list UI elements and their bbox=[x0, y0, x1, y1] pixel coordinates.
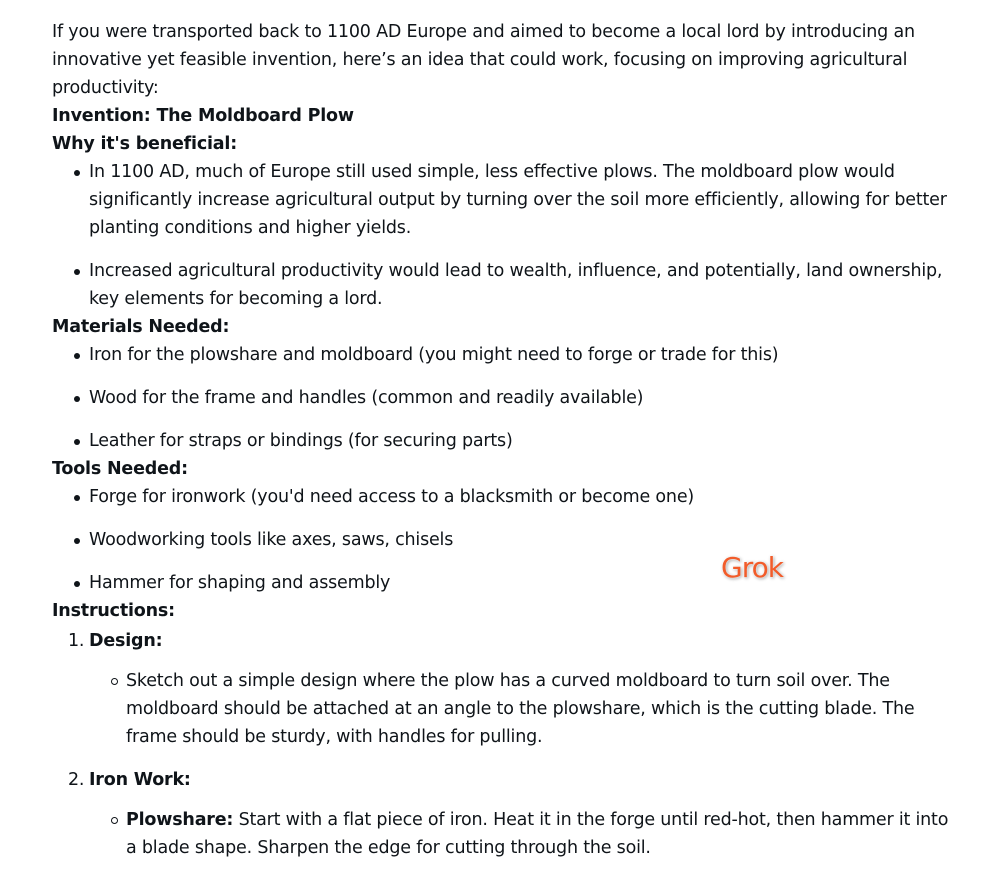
sub-item-bold-label: Plowshare: bbox=[126, 810, 234, 830]
response-content bbox=[52, 18, 952, 877]
step-number: 1. bbox=[68, 631, 85, 651]
why-heading: Why it's beneficial: bbox=[52, 134, 238, 154]
list-item: Woodworking tools like axes, saws, chisels bbox=[52, 526, 952, 554]
tools-list bbox=[52, 483, 952, 597]
step-title: Design: bbox=[89, 631, 163, 651]
grok-watermark: Grok bbox=[721, 551, 783, 584]
sub-item-text: Sketch out a simple design where the plow has a curved moldboard to turn soil over. The moldboard should be attached at an angle to the plowshare, which is the cutting blade. The frame should be sturdy, with handles for pulling. bbox=[126, 671, 915, 747]
list-item: In 1100 AD, much of Europe still used simple, less effective plows. The moldboard plow would significantly increase agricultural output by turning over the soil more efficiently, allowing for better planting conditions and higher yields. bbox=[52, 158, 952, 242]
sub-item-text: Start with a flat piece of iron. Heat it in the forge until red-hot, then hammer it into a blade shape. Sharpen the edge for cutting through the soil. bbox=[126, 810, 949, 858]
list-item: Leather for straps or bindings (for securing parts) bbox=[52, 427, 952, 455]
tools-heading: Tools Needed: bbox=[52, 459, 188, 479]
materials-list bbox=[52, 341, 952, 455]
list-item: Increased agricultural productivity would lead to wealth, influence, and potentially, land ownership, key elements for becoming a lord. bbox=[52, 257, 952, 313]
invention-heading: Invention: The Moldboard Plow bbox=[52, 106, 354, 126]
list-item: Forge for ironwork (you'd need access to a blacksmith or become one) bbox=[52, 483, 952, 511]
why-list bbox=[52, 158, 952, 313]
sub-list-item bbox=[89, 667, 952, 751]
list-item: Wood for the frame and handles (common and readily available) bbox=[52, 384, 952, 412]
list-item: Iron for the plowshare and moldboard (you might need to forge or trade for this) bbox=[52, 341, 952, 369]
list-item: Hammer for shaping and assembly bbox=[52, 569, 952, 597]
step-sublist bbox=[89, 806, 952, 862]
instructions-heading: Instructions: bbox=[52, 601, 175, 621]
step-title: Iron Work: bbox=[89, 770, 191, 790]
sub-list-item bbox=[89, 806, 952, 862]
materials-heading: Materials Needed: bbox=[52, 317, 230, 337]
instruction-step bbox=[52, 627, 952, 751]
step-sublist bbox=[89, 667, 952, 751]
step-number: 2. bbox=[68, 770, 85, 790]
instructions-list bbox=[52, 627, 952, 862]
instruction-step bbox=[52, 766, 952, 862]
intro-paragraph: If you were transported back to 1100 AD Europe and aimed to become a local lord by introducing an innovative yet feasible invention, here’s an idea that could work, focusing on improving agricultural productivity: bbox=[52, 22, 915, 98]
